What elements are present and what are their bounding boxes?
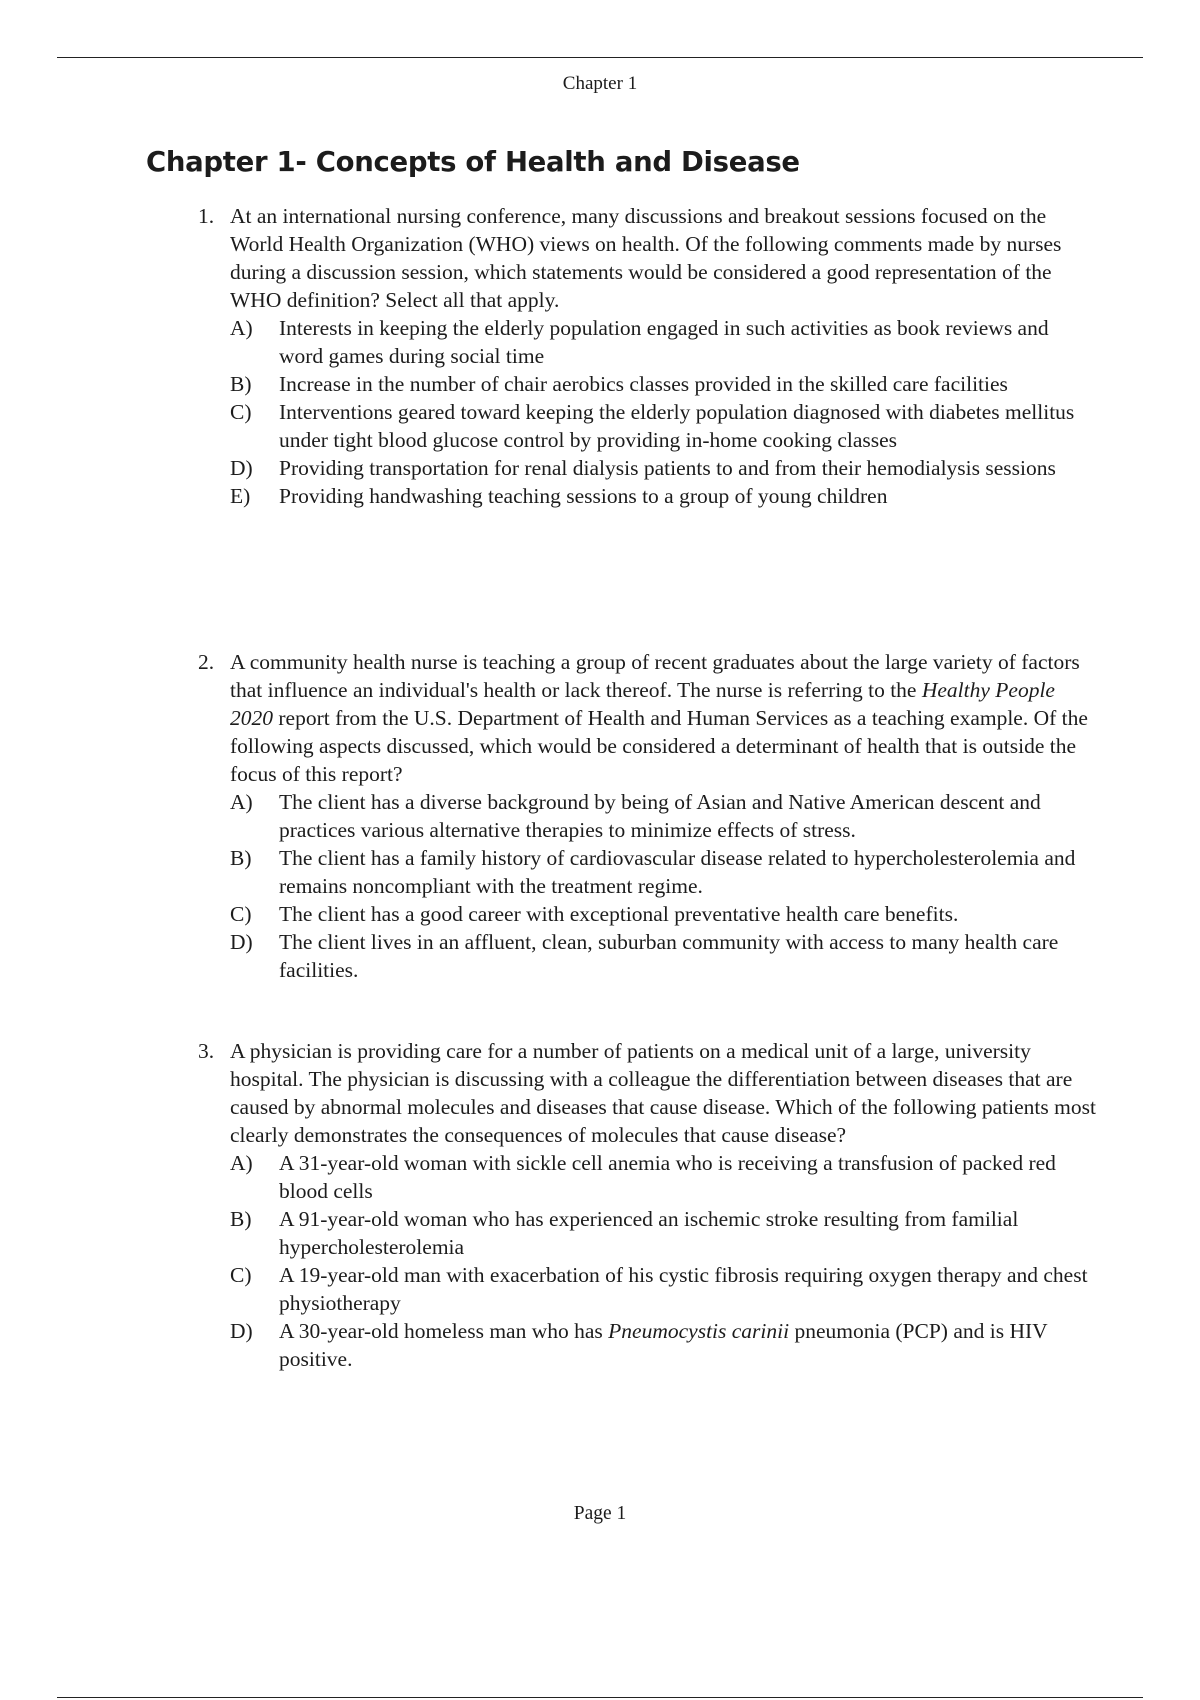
option-letter: E) [230,484,251,508]
option-text: A 19-year-old man with exacerbation of his cystic fibrosis requiring oxygen therapy and chest physiotherapy [279,1263,1088,1315]
question-stem [198,202,1098,314]
question-text-start: A community health nurse is teaching a group of recent graduates about the large variety of factors that influence an individual's health or lack thereof. The nurse is referring to the [230,650,1080,702]
answer-option-e [230,482,1098,510]
question-1 [198,202,1098,510]
chapter-title: Chapter 1- Concepts of Health and Disease [146,146,800,178]
question-text: A physician is providing care for a number of patients on a medical unit of a large, university hospital. The physician is discussing with a colleague the differentiation between diseases that are caused by abnormal molecules and diseases that cause disease. Which of the following patients most clearly demonstrates the consequences of molecules that cause disease? [230,1039,1096,1147]
answer-option-b [230,844,1098,900]
option-text: A 31-year-old woman with sickle cell anemia who is receiving a transfusion of packed red blood cells [279,1151,1056,1203]
question-number: 1. [198,204,215,228]
answer-option-b [230,370,1098,398]
answer-option-a [230,1149,1098,1205]
option-letter: D) [230,1319,253,1343]
option-letter: B) [230,846,252,870]
header-rule [57,57,1143,58]
answer-option-d [230,454,1098,482]
question-number: 3. [198,1039,215,1063]
option-letter: A) [230,1151,253,1175]
report-title: Healthy People 2020 [230,678,1055,730]
answer-option-c [230,398,1098,454]
answer-options [230,1149,1098,1373]
option-letter: C) [230,1263,252,1287]
question-number: 2. [198,650,215,674]
option-letter: D) [230,930,253,954]
option-text: The client lives in an affluent, clean, suburban community with access to many health care facilities. [279,930,1059,982]
footer-rule [57,1697,1143,1698]
answer-option-c [230,1261,1098,1317]
answer-option-b [230,1205,1098,1261]
option-letter: B) [230,1207,252,1231]
running-header: Chapter 1 [562,73,638,94]
option-letter: C) [230,902,252,926]
option-text: Increase in the number of chair aerobics classes provided in the skilled care facilities [279,372,1008,396]
question-text: At an international nursing conference, many discussions and breakout sessions focused on the World Health Organization (WHO) views on health. Of the following comments made by nurses during a discussion session, which statements would be considered a good representation of the WHO definition? Select all that apply. [230,204,1062,312]
option-letter: C) [230,400,252,424]
answer-option-d [230,928,1098,984]
question-text-end: report from the U.S. Department of Health and Human Services as a teaching example. Of the following aspects discussed, which would be considered a determinant of health that is outside the focus of this report? [230,706,1088,786]
answer-options [230,788,1098,984]
option-text: Providing transportation for renal dialysis patients to and from their hemodialysis sessions [279,456,1056,480]
option-text: The client has a diverse background by being of Asian and Native American descent and practices various alternative therapies to minimize effects of stress. [279,790,1041,842]
option-text: Interventions geared toward keeping the elderly population diagnosed with diabetes mellitus under tight blood glucose control by providing in-home cooking classes [279,400,1075,452]
option-letter: B) [230,372,252,396]
question-stem [198,648,1098,788]
option-text: The client has a good career with exceptional preventative health care benefits. [279,902,959,926]
question-stem [198,1037,1098,1149]
question-2 [198,648,1098,984]
option-text-end: pneumonia (PCP) and is HIV positive. [279,1319,1048,1371]
option-text: A 91-year-old woman who has experienced an ischemic stroke resulting from familial hypercholesterolemia [279,1207,1019,1259]
organism-name: Pneumocystis carinii [608,1319,790,1343]
option-text-start: A 30-year-old homeless man who has [279,1319,609,1343]
option-text: Providing handwashing teaching sessions to a group of young children [279,484,888,508]
option-letter: A) [230,790,253,814]
option-text: The client has a family history of cardiovascular disease related to hypercholesterolemia and remains noncompliant with the treatment regime. [279,846,1076,898]
option-text: Interests in keeping the elderly population engaged in such activities as book reviews and word games during social time [279,316,1049,368]
option-letter: D) [230,456,253,480]
option-text [279,1317,1098,1373]
option-letter: A) [230,316,253,340]
question-text [230,648,1098,788]
answer-option-a [230,314,1098,370]
question-3 [198,1037,1098,1373]
answer-options [230,314,1098,510]
answer-option-a [230,788,1098,844]
page-number: Page 1 [573,1503,627,1524]
answer-option-d [230,1317,1098,1373]
answer-option-c [230,900,1098,928]
